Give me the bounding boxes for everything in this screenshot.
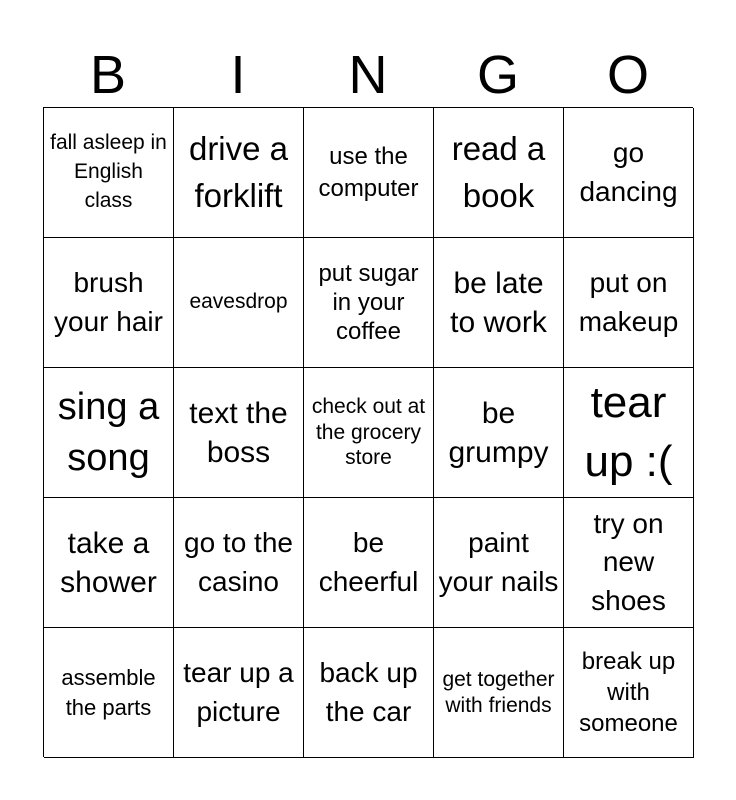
bingo-cell[interactable]: be grumpy [434,368,564,498]
bingo-cell[interactable]: put on makeup [564,238,694,368]
header-letter-b: B [89,45,127,105]
bingo-cell[interactable]: use the computer [304,108,434,238]
bingo-cell[interactable]: back up the car [304,628,434,758]
bingo-cell[interactable]: tear up :( [564,368,694,498]
header-letter-n: N [348,45,388,105]
bingo-cell[interactable]: try on new shoes [564,498,694,628]
bingo-cell[interactable]: sing a song [44,368,174,498]
bingo-cell[interactable]: assemble the parts [44,628,174,758]
header-letter-g: G [476,45,519,105]
bingo-board [43,107,693,757]
bingo-cell[interactable]: go dancing [564,108,694,238]
bingo-cell[interactable]: drive a forklift [174,108,304,238]
bingo-cell[interactable]: eavesdrop [174,238,304,368]
header-letter-i: I [230,45,246,105]
bingo-cell[interactable]: be late to work [434,238,564,368]
bingo-header [43,44,693,106]
bingo-cell[interactable]: tear up a picture [174,628,304,758]
bingo-cell[interactable]: text the boss [174,368,304,498]
header-letter-o: O [606,45,649,105]
bingo-cell[interactable]: break up with someone [564,628,694,758]
bingo-cell[interactable]: put sugar in your coffee [304,238,434,368]
bingo-cell[interactable]: fall asleep in English class [44,108,174,238]
bingo-cell[interactable]: check out at the grocery store [304,368,434,498]
bingo-cell[interactable]: read a book [434,108,564,238]
bingo-cell[interactable]: be cheerful [304,498,434,628]
bingo-cell[interactable]: brush your hair [44,238,174,368]
bingo-cell[interactable]: take a shower [44,498,174,628]
bingo-cell[interactable]: paint your nails [434,498,564,628]
bingo-cell[interactable]: get together with friends [434,628,564,758]
bingo-cell[interactable]: go to the casino [174,498,304,628]
